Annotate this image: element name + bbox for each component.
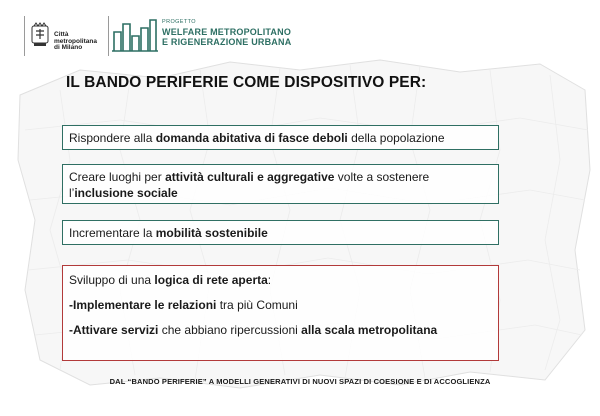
box-text-segment: Sviluppo di una <box>69 273 155 287</box>
box-text-bold: logica di rete aperta <box>154 273 268 287</box>
network-line-2 <box>69 297 492 313</box>
header-divider <box>24 16 25 56</box>
objective-box-culture <box>62 164 499 204</box>
slide-heading: IL BANDO PERIFERIE COME DISPOSITIVO PER: <box>66 74 427 91</box>
slide-footer: DAL “BANDO PERIFERIE” A MODELLI GENERATIVI DI NUOVI SPAZI DI COESIONE E DI ACCOGLIENZA <box>109 377 491 386</box>
citta-metropolitana-emblem-icon <box>30 22 50 48</box>
citta-metropolitana-logo-text <box>54 32 98 52</box>
box-text-bold: domanda abitativa di fasce deboli <box>155 131 348 145</box>
box-text-bold: mobilità sostenibile <box>155 226 268 240</box>
project-title-line-1: WELFARE METROPOLITANO <box>162 27 292 37</box>
project-title-line-2: E RIGENERAZIONE URBANA <box>162 37 292 47</box>
box-text-segment: Rispondere alla <box>69 131 156 145</box>
project-skyline-logo-icon <box>112 18 158 52</box>
box-text-segment: tra più Comuni <box>216 298 298 312</box>
objective-box-housing <box>62 125 499 150</box>
box-text-segment: Creare luoghi per <box>69 170 166 184</box>
project-title <box>162 27 362 47</box>
box-text-segment: che abbiano ripercussioni <box>158 323 302 337</box>
box-text-bold: -Implementare le relazioni <box>69 298 217 312</box>
logo-line-2: metropolitana <box>54 37 97 45</box>
objective-box-network <box>62 265 499 361</box>
box-text-segment: volte a sostenere l’ <box>69 170 430 200</box>
box-text-segment: : <box>267 273 272 287</box>
logo-line-1: Città <box>54 31 69 38</box>
box-text-bold: attività culturali e aggregative <box>165 170 335 184</box>
logo-line-3: di Milano <box>54 44 83 51</box>
box-text-bold: -Attivare servizi <box>69 323 159 337</box>
header-divider <box>108 16 109 56</box>
network-line-3 <box>69 322 492 338</box>
box-text-segment: Incrementare la <box>69 226 156 240</box>
box-text-bold: alla scala metropolitana <box>301 323 438 337</box>
project-label: PROGETTO <box>162 19 196 25</box>
header <box>0 0 600 62</box>
objective-box-mobility <box>62 220 499 245</box>
box-text-segment: della popolazione <box>347 131 445 145</box>
network-line-1 <box>69 272 492 288</box>
box-text-bold: inclusione sociale <box>74 186 178 200</box>
